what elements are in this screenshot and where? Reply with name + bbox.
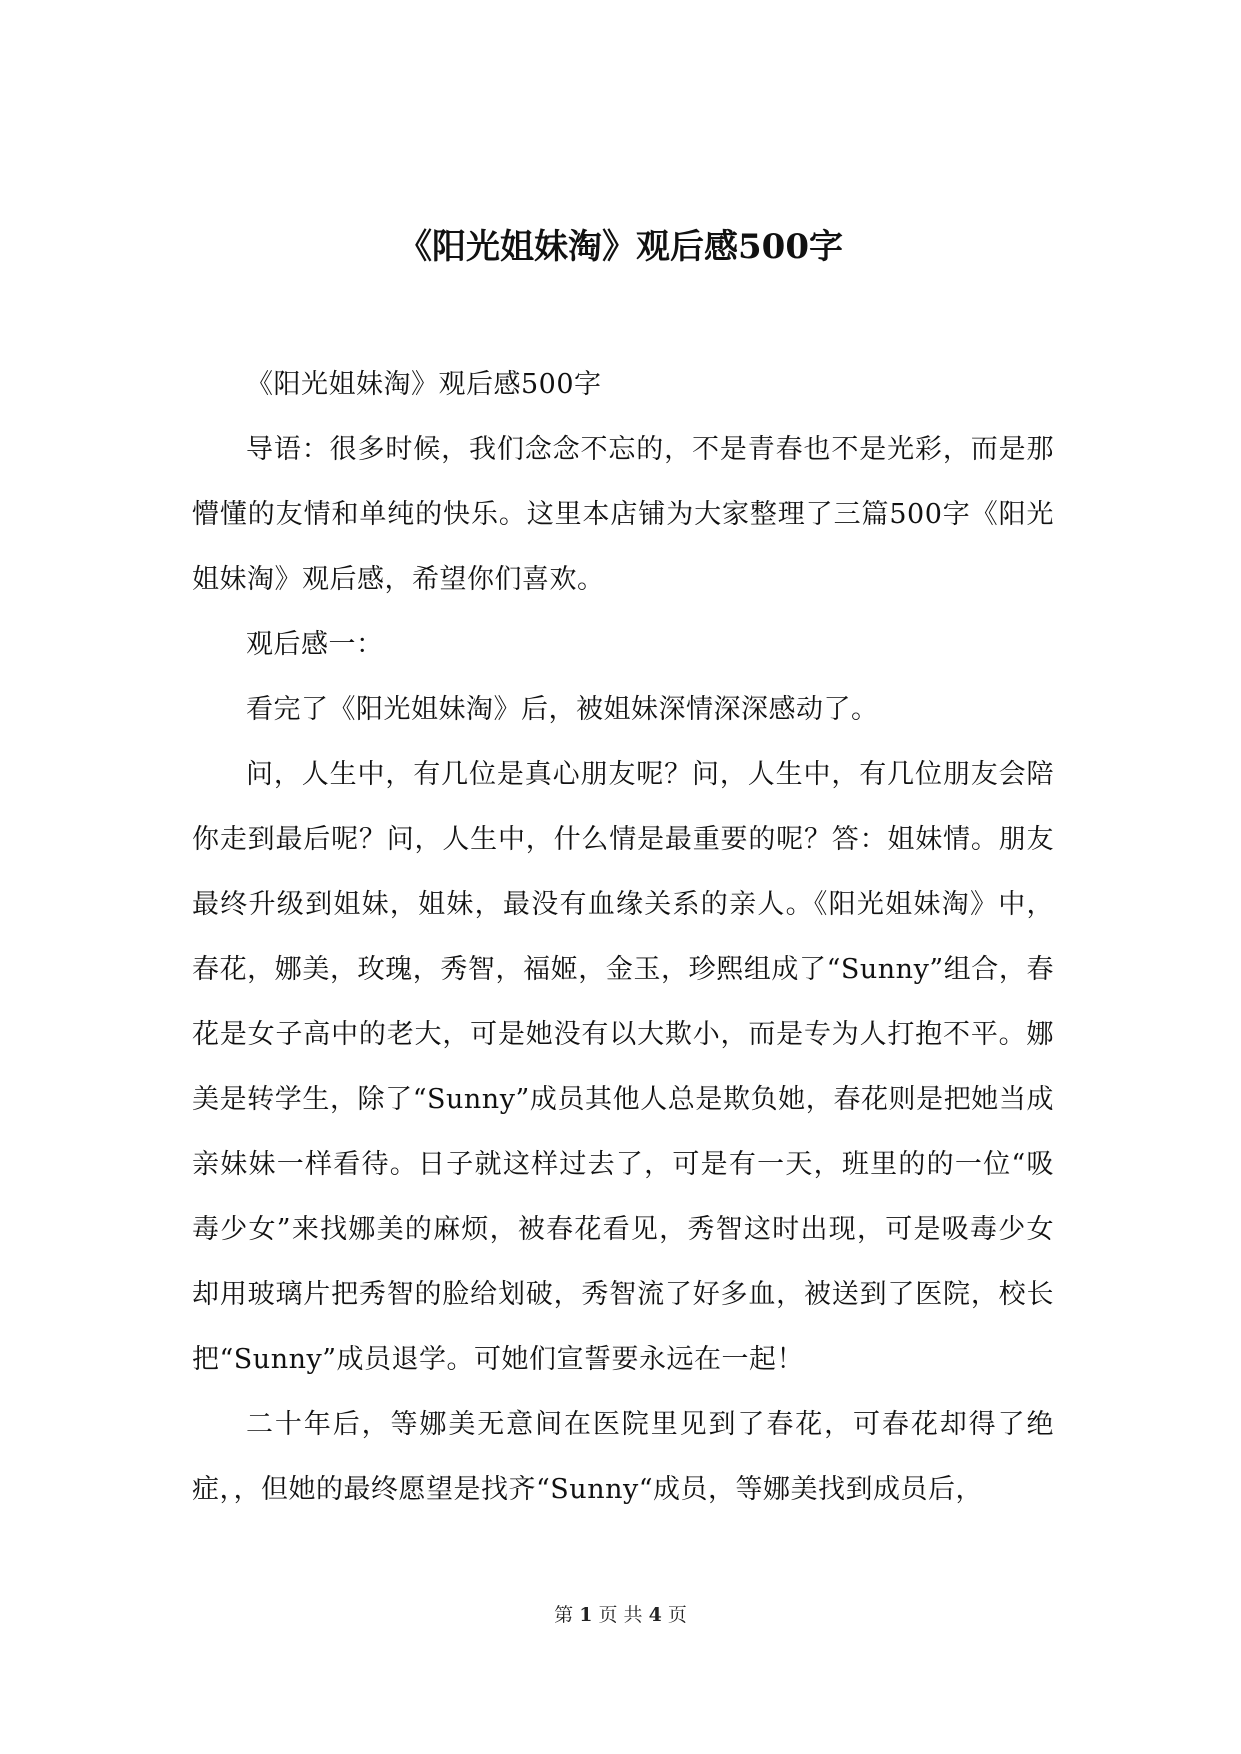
page-footer <box>0 1600 1241 1630</box>
footer-prefix: 第 <box>554 1604 574 1626</box>
paragraph: 看完了《阳光姐妹淘》后，被姐妹深情深深感动了。 <box>246 694 879 725</box>
document-body <box>192 352 1054 1522</box>
footer-total-pages: 4 <box>648 1604 662 1626</box>
footer-suffix: 页 <box>667 1604 687 1626</box>
paragraph: 问，人生中，有几位是真心朋友呢？问，人生中，有几位朋友会陪你走到最后呢？问，人生中，什么情是最重要的呢？答：姐妹情。朋友最终升级到姐妹，姐妹，最没有血缘关系的亲人。《阳光姐妹淘》中，春花，娜美，玫瑰，秀智，福姬，金玉，珍熙组成了“Sunny”组合，春花是女子高中的老大，可是她没有以大欺小，而是专为人打抱不平。娜美是转学生，除了“Sunny”成员其他人总是欺负她，春花则是把她当成亲妹妹一样看待。日子就这样过去了，可是有一天，班里的的一位“吸毒少女”来找娜美的麻烦，被春花看见，秀智这时出现，可是吸毒少女却用玻璃片把秀智的脸给划破，秀智流了好多血，被送到了医院，校长把“Sunny”成员退学。可她们宣誓要永远在一起！ <box>192 759 1054 1375</box>
paragraph: 观后感一： <box>246 629 384 660</box>
footer-page-number: 1 <box>579 1604 593 1626</box>
paragraph: 导语：很多时候，我们念念不忘的，不是青春也不是光彩，而是那懵懂的友情和单纯的快乐。这里本店铺为大家整理了三篇500字《阳光姐妹淘》观后感，希望你们喜欢。 <box>192 434 1054 595</box>
paragraph: 二十年后，等娜美无意间在医院里见到了春花，可春花却得了绝症，，但她的最终愿望是找齐“Sunny“成员，等娜美找到成员后， <box>192 1409 1054 1505</box>
document-title: 《阳光姐妹淘》观后感500字 <box>398 227 843 267</box>
footer-middle: 页 共 <box>598 1604 643 1626</box>
paragraph: 《阳光姐妹淘》观后感500字 <box>246 369 602 400</box>
